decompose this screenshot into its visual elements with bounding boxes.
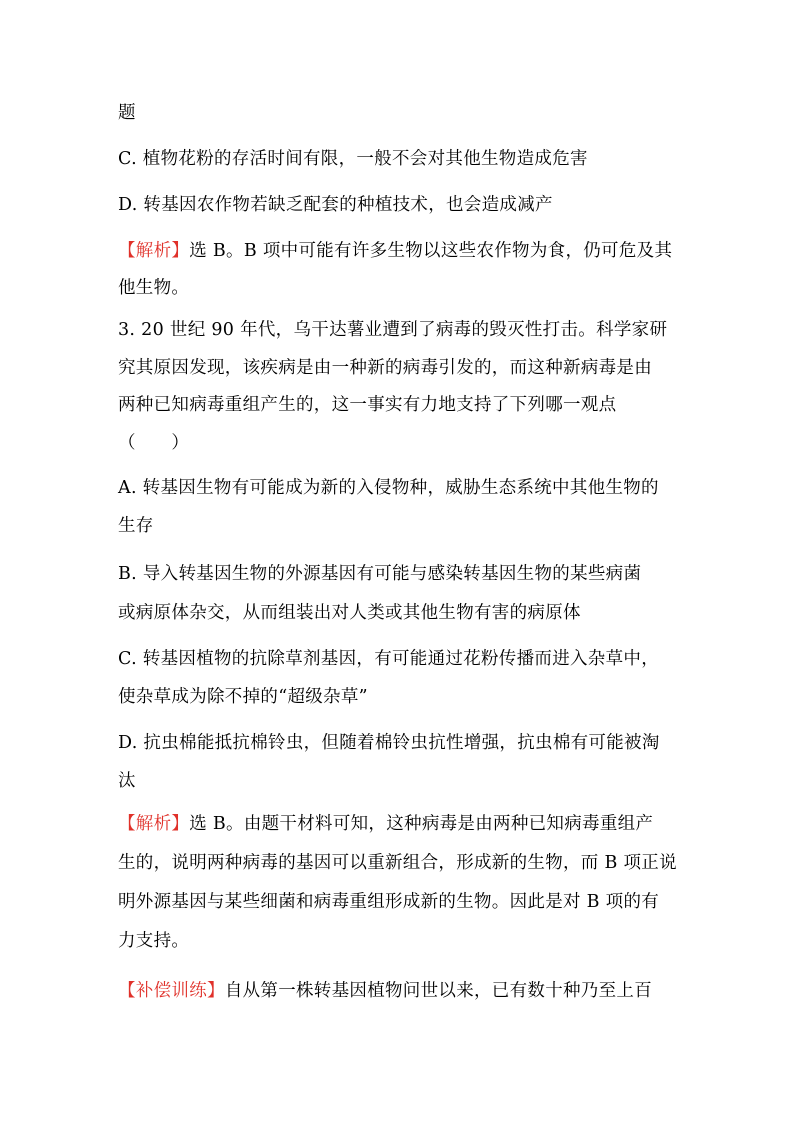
supplement-line: 【补偿训练】自从第一株转基因植物问世以来，已有数十种乃至上百 — [118, 981, 653, 1001]
analysis-line: 【解析】选 B。由题干材料可知，这种病毒是由两种已知病毒重组产 — [118, 814, 654, 834]
option-d: D. 转基因农作物若缺乏配套的种植技术，也会造成减产 — [118, 195, 553, 215]
text-line: 力支持。 — [118, 931, 190, 951]
answer-parentheses: （ ） — [118, 433, 190, 453]
text-line: 题 — [118, 103, 136, 123]
text-line: 他生物。 — [118, 278, 190, 298]
analysis-tag: 【解析】 — [118, 241, 190, 261]
text-line: 两种已知病毒重组产生的，这一事实有力地支持了下列哪一观点 — [118, 395, 617, 415]
analysis-line: 【解析】选 B。B 项中可能有许多生物以这些农作物为食，仍可危及其 — [118, 241, 673, 261]
option-c: C. 植物花粉的存活时间有限，一般不会对其他生物造成危害 — [118, 149, 588, 169]
question-3: 3. 20 世纪 90 年代，乌干达薯业遭到了病毒的毁灭性打击。科学家研 — [118, 320, 668, 340]
text-line: 生的，说明两种病毒的基因可以重新组合，形成新的生物，而 B 项正说 — [118, 853, 677, 873]
text-line: 究其原因发现，该疾病是由一种新的病毒引发的，而这种新病毒是由 — [118, 358, 652, 378]
text-line: 生存 — [118, 516, 154, 536]
text-line: 使杂草成为除不掉的“超级杂草” — [118, 687, 368, 707]
text-line: 明外源基因与某些细菌和病毒重组形成新的生物。因此是对 B 项的有 — [118, 892, 660, 912]
supplement-tag: 【补偿训练】 — [118, 981, 225, 1001]
option-b: B. 导入转基因生物的外源基因有可能与感染转基因生物的某些病菌 — [118, 564, 642, 584]
option-d: D. 抗虫棉能抵抗棉铃虫，但随着棉铃虫抗性增强，抗虫棉有可能被淘 — [118, 733, 660, 753]
text-line: 汰 — [118, 771, 136, 791]
text-line: 或病原体杂交，从而组装出对人类或其他生物有害的病原体 — [118, 603, 581, 623]
option-a: A. 转基因生物有可能成为新的入侵物种，威胁生态系统中其他生物的 — [118, 478, 659, 498]
option-c: C. 转基因植物的抗除草剂基因，有可能通过花粉传播而进入杂草中， — [118, 649, 659, 669]
analysis-tag: 【解析】 — [118, 814, 190, 834]
